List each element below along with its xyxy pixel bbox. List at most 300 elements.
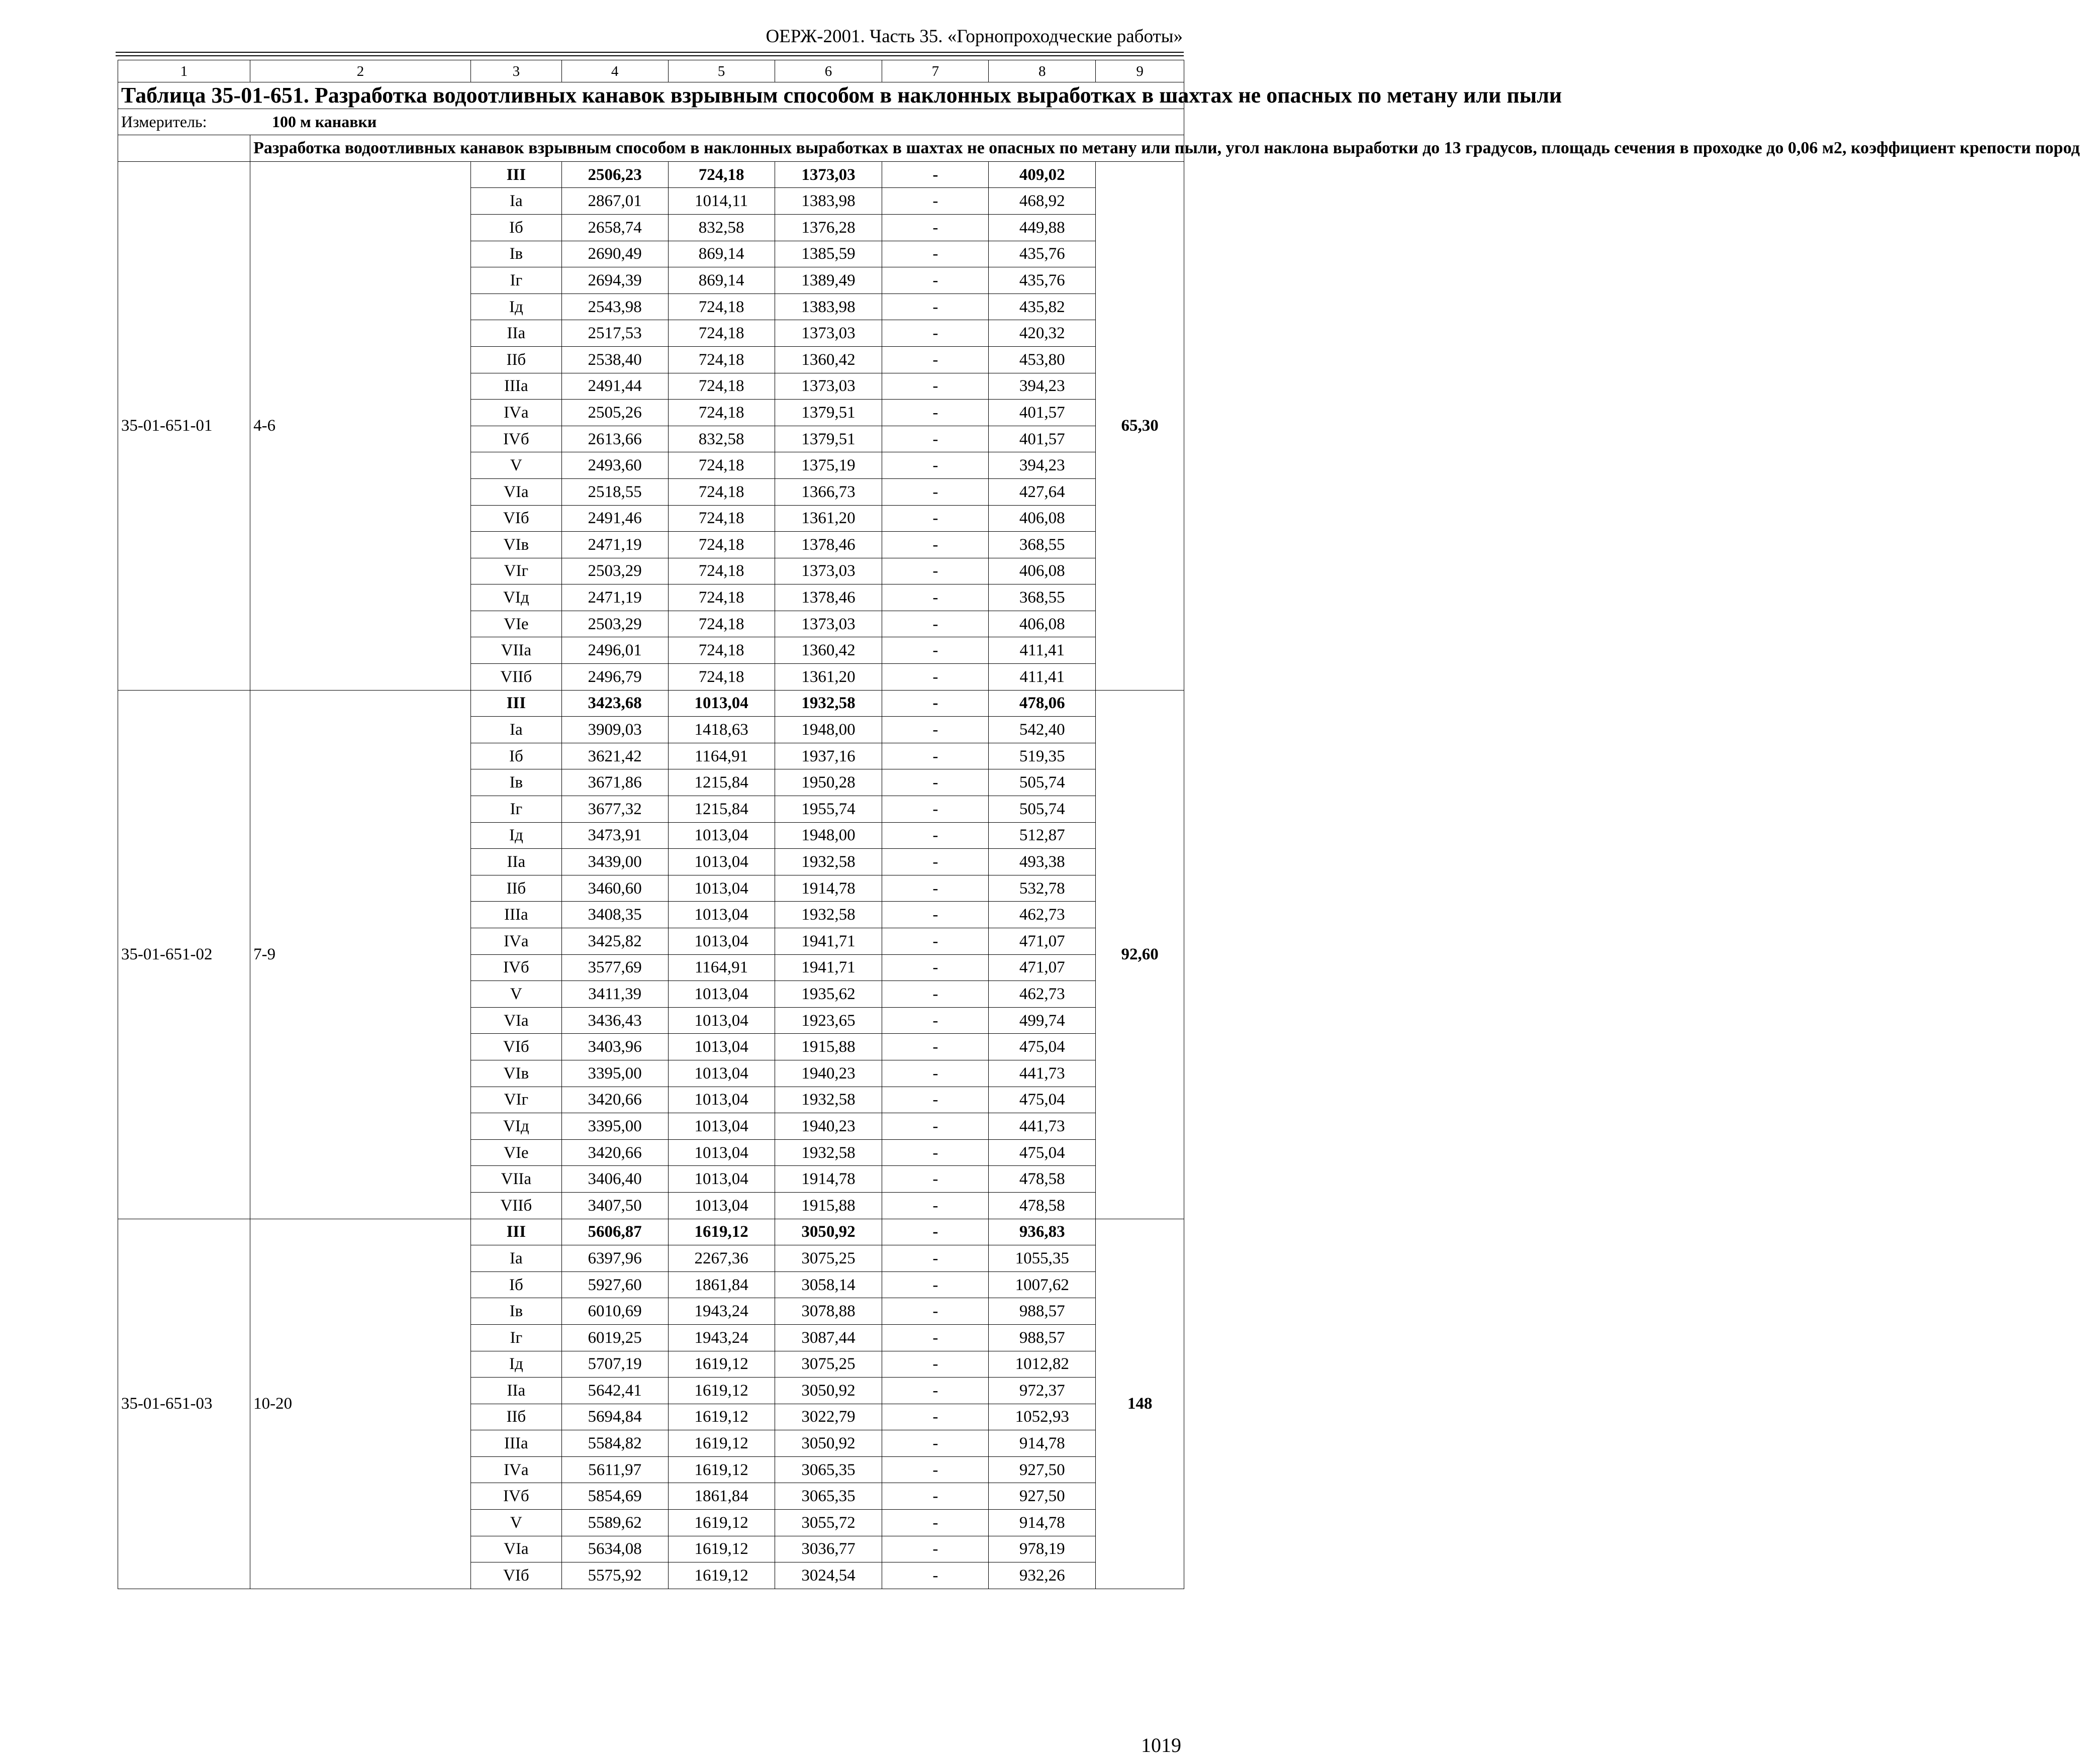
value-cell: 475,04 [989, 1087, 1096, 1113]
value-cell: 2503,29 [561, 611, 668, 637]
value-cell: - [882, 954, 989, 981]
value-cell: 6019,25 [561, 1324, 668, 1351]
value-cell: - [882, 1536, 989, 1562]
value-cell: 1861,84 [668, 1271, 775, 1298]
region-cell: VIб [470, 1034, 561, 1060]
norm-code-cell: 35-01-651-03 [118, 1219, 250, 1589]
value-cell: 5854,69 [561, 1483, 668, 1510]
value-cell: 1014,11 [668, 188, 775, 215]
value-cell: 3395,00 [561, 1060, 668, 1087]
value-cell: 724,18 [668, 400, 775, 426]
value-cell: 1012,82 [989, 1351, 1096, 1378]
value-cell: 1013,04 [668, 875, 775, 902]
value-cell: 3436,43 [561, 1007, 668, 1034]
value-cell: - [882, 1562, 989, 1589]
value-cell: - [882, 426, 989, 452]
value-cell: 1013,04 [668, 1007, 775, 1034]
value-cell: 505,74 [989, 796, 1096, 823]
column-number-cell: 4 [561, 60, 668, 82]
value-cell: 453,80 [989, 346, 1096, 373]
value-cell: - [882, 1192, 989, 1219]
value-cell: 406,08 [989, 558, 1096, 584]
region-cell: VIг [470, 558, 561, 584]
column-number-cell: 5 [668, 60, 775, 82]
region-cell: Iа [470, 188, 561, 215]
value-cell: 1915,88 [775, 1034, 882, 1060]
value-cell: 5642,41 [561, 1378, 668, 1404]
value-cell: 1619,12 [668, 1219, 775, 1245]
value-cell: 468,92 [989, 188, 1096, 215]
value-cell: 406,08 [989, 611, 1096, 637]
value-cell: 1932,58 [775, 1087, 882, 1113]
region-cell: Iа [470, 717, 561, 743]
region-cell: IIб [470, 1404, 561, 1430]
value-cell: 936,83 [989, 1219, 1096, 1245]
column-number-cell: 8 [989, 60, 1096, 82]
value-cell: 1619,12 [668, 1510, 775, 1536]
value-cell: - [882, 1430, 989, 1457]
value-cell: 1013,04 [668, 1166, 775, 1193]
value-cell: 368,55 [989, 584, 1096, 611]
value-cell: 1914,78 [775, 875, 882, 902]
region-cell: Iд [470, 293, 561, 320]
value-cell: 1948,00 [775, 717, 882, 743]
region-cell: IIб [470, 346, 561, 373]
value-cell: 493,38 [989, 849, 1096, 875]
value-cell: 1378,46 [775, 584, 882, 611]
value-cell: - [882, 849, 989, 875]
header-rule-bottom [116, 55, 1184, 56]
value-cell: 724,18 [668, 293, 775, 320]
value-cell: - [882, 532, 989, 558]
value-cell: 1619,12 [668, 1430, 775, 1457]
page-number: 1019 [1141, 1734, 1181, 1756]
measure-value: 100 м канавки [272, 113, 377, 131]
region-cell: VIа [470, 1536, 561, 1562]
value-cell: - [882, 267, 989, 294]
value-cell: 532,78 [989, 875, 1096, 902]
region-cell: Iб [470, 743, 561, 769]
value-cell: 2471,19 [561, 532, 668, 558]
value-cell: 2613,66 [561, 426, 668, 452]
value-cell: - [882, 1219, 989, 1245]
value-cell: 435,76 [989, 267, 1096, 294]
value-cell: 1940,23 [775, 1060, 882, 1087]
value-cell: 1943,24 [668, 1298, 775, 1325]
value-cell: 3423,68 [561, 690, 668, 717]
value-cell: 1055,35 [989, 1245, 1096, 1272]
value-cell: 724,18 [668, 161, 775, 188]
table-row-base [118, 690, 1184, 717]
value-cell: 1418,63 [668, 717, 775, 743]
running-header: ОЕРЖ-2001. Часть 35. «Горнопроходческие работы» [766, 26, 1183, 47]
value-cell: 3671,86 [561, 769, 668, 796]
value-cell: - [882, 1510, 989, 1536]
value-cell: 3075,25 [775, 1351, 882, 1378]
column-number-cell: 7 [882, 60, 989, 82]
value-cell: 3420,66 [561, 1087, 668, 1113]
column-number-cell: 6 [775, 60, 882, 82]
value-cell: 1164,91 [668, 954, 775, 981]
value-cell: 1378,46 [775, 532, 882, 558]
column-number-cell: 3 [470, 60, 561, 82]
value-cell: 3425,82 [561, 928, 668, 955]
value-cell: - [882, 1378, 989, 1404]
value-cell: 3022,79 [775, 1404, 882, 1430]
region-cell: Iв [470, 241, 561, 267]
value-cell: 1379,51 [775, 426, 882, 452]
value-cell: 411,41 [989, 664, 1096, 691]
region-cell: III [470, 690, 561, 717]
region-cell: IIа [470, 849, 561, 875]
value-cell: 2506,23 [561, 161, 668, 188]
value-cell: 988,57 [989, 1324, 1096, 1351]
region-cell: Iд [470, 1351, 561, 1378]
table-title: Таблица 35-01-651. Разработка водоотливных канавок взрывным способом в наклонных выработках в шахтах не опасных по метану или пыли [118, 82, 1184, 109]
region-cell: Iб [470, 1271, 561, 1298]
value-cell: 1932,58 [775, 1139, 882, 1166]
value-cell: 1619,12 [668, 1456, 775, 1483]
value-cell: 471,07 [989, 928, 1096, 955]
region-cell: VIд [470, 1113, 561, 1140]
value-cell: - [882, 1007, 989, 1034]
value-cell: 1915,88 [775, 1192, 882, 1219]
value-cell: - [882, 1324, 989, 1351]
value-cell: 927,50 [989, 1456, 1096, 1483]
hardness-cell: 4-6 [250, 161, 471, 690]
value-cell: 1914,78 [775, 1166, 882, 1193]
region-cell: Iг [470, 267, 561, 294]
value-cell: - [882, 1245, 989, 1272]
value-cell: 1373,03 [775, 373, 882, 400]
value-cell: - [882, 769, 989, 796]
value-cell: 927,50 [989, 1483, 1096, 1510]
value-cell: 724,18 [668, 478, 775, 505]
column-number-cell: 1 [118, 60, 250, 82]
value-cell: - [882, 1087, 989, 1113]
region-cell: IIIа [470, 373, 561, 400]
value-cell: 401,57 [989, 426, 1096, 452]
region-cell: IIа [470, 1378, 561, 1404]
hardness-cell: 7-9 [250, 690, 471, 1219]
value-cell: 471,07 [989, 954, 1096, 981]
region-cell: III [470, 1219, 561, 1245]
region-cell: VIа [470, 478, 561, 505]
value-cell: 1375,19 [775, 452, 882, 479]
value-cell: 724,18 [668, 584, 775, 611]
value-cell: 3411,39 [561, 981, 668, 1008]
region-cell: VIIб [470, 664, 561, 691]
value-cell: 724,18 [668, 532, 775, 558]
value-cell: 499,74 [989, 1007, 1096, 1034]
region-cell: VIв [470, 532, 561, 558]
value-cell: 1013,04 [668, 902, 775, 928]
value-cell: - [882, 611, 989, 637]
value-cell: 2517,53 [561, 320, 668, 347]
value-cell: - [882, 505, 989, 532]
value-cell: 462,73 [989, 902, 1096, 928]
value-cell: - [882, 1060, 989, 1087]
value-cell: 1619,12 [668, 1404, 775, 1430]
value-cell: 3403,96 [561, 1034, 668, 1060]
value-cell: 3078,88 [775, 1298, 882, 1325]
value-cell: 2658,74 [561, 214, 668, 241]
value-cell: 3024,54 [775, 1562, 882, 1589]
value-cell: 2518,55 [561, 478, 668, 505]
value-cell: 2267,36 [668, 1245, 775, 1272]
value-cell: 1215,84 [668, 796, 775, 823]
value-cell: 2471,19 [561, 584, 668, 611]
value-cell: - [882, 743, 989, 769]
description-empty-cell [118, 135, 250, 162]
value-cell: - [882, 478, 989, 505]
value-cell: 1619,12 [668, 1351, 775, 1378]
value-cell: 1013,04 [668, 928, 775, 955]
value-cell: 2496,79 [561, 664, 668, 691]
measure-label: Измеритель: [121, 113, 207, 131]
region-cell: VIг [470, 1087, 561, 1113]
value-cell: - [882, 1034, 989, 1060]
value-cell: 3395,00 [561, 1113, 668, 1140]
value-cell: 5634,08 [561, 1536, 668, 1562]
value-cell: 1619,12 [668, 1378, 775, 1404]
value-cell: 475,04 [989, 1034, 1096, 1060]
value-cell: 1941,71 [775, 928, 882, 955]
region-cell: VIб [470, 1562, 561, 1589]
region-cell: V [470, 981, 561, 1008]
value-cell: 5694,84 [561, 1404, 668, 1430]
value-cell: 1383,98 [775, 293, 882, 320]
value-cell: 3473,91 [561, 822, 668, 849]
value-cell: - [882, 1139, 989, 1166]
value-cell: 1360,42 [775, 637, 882, 664]
value-cell: - [882, 346, 989, 373]
value-cell: 5927,60 [561, 1271, 668, 1298]
value-cell: - [882, 637, 989, 664]
value-cell: 505,74 [989, 769, 1096, 796]
value-cell: - [882, 664, 989, 691]
value-cell: 1052,93 [989, 1404, 1096, 1430]
value-cell: 1013,04 [668, 1139, 775, 1166]
value-cell: 478,58 [989, 1166, 1096, 1193]
value-cell: 1013,04 [668, 690, 775, 717]
description-cell: Разработка водоотливных канавок взрывным способом в наклонных выработках в шахтах не опасных по метану или пыли, угол наклона выработки до 13 градусов, площадь сечения в проходке до 0,06 м2, коэффициент крепости пород [250, 135, 1184, 162]
region-cell: Iа [470, 1245, 561, 1272]
value-cell: 1385,59 [775, 241, 882, 267]
value-cell: 3406,40 [561, 1166, 668, 1193]
header-rule-top [116, 52, 1184, 53]
region-cell: VIв [470, 1060, 561, 1087]
value-cell: 3460,60 [561, 875, 668, 902]
region-cell: IVб [470, 1483, 561, 1510]
value-cell: 3909,03 [561, 717, 668, 743]
value-cell: 409,02 [989, 161, 1096, 188]
region-cell: VIд [470, 584, 561, 611]
value-cell: 441,73 [989, 1060, 1096, 1087]
value-cell: 1361,20 [775, 505, 882, 532]
value-cell: 1379,51 [775, 400, 882, 426]
region-cell: VIа [470, 1007, 561, 1034]
value-cell: - [882, 1271, 989, 1298]
value-cell: 978,19 [989, 1536, 1096, 1562]
value-cell: - [882, 1483, 989, 1510]
region-cell: VIб [470, 505, 561, 532]
value-cell: 3075,25 [775, 1245, 882, 1272]
value-cell: 2503,29 [561, 558, 668, 584]
labor-cost-cell: 148 [1096, 1219, 1184, 1589]
region-cell: IIа [470, 320, 561, 347]
value-cell: 3407,50 [561, 1192, 668, 1219]
region-cell: IVб [470, 426, 561, 452]
value-cell: 932,26 [989, 1562, 1096, 1589]
value-cell: 1943,24 [668, 1324, 775, 1351]
region-cell: Iв [470, 769, 561, 796]
value-cell: 1923,65 [775, 1007, 882, 1034]
region-cell: Iв [470, 1298, 561, 1325]
value-cell: 394,23 [989, 452, 1096, 479]
value-cell: 5584,82 [561, 1430, 668, 1457]
value-cell: 2543,98 [561, 293, 668, 320]
value-cell: 3058,14 [775, 1271, 882, 1298]
value-cell: - [882, 452, 989, 479]
measure-row [118, 109, 1184, 135]
value-cell: 1376,28 [775, 214, 882, 241]
value-cell: 1389,49 [775, 267, 882, 294]
value-cell: - [882, 690, 989, 717]
value-cell: 1013,04 [668, 1192, 775, 1219]
region-cell: VIе [470, 1139, 561, 1166]
value-cell: 3055,72 [775, 1510, 882, 1536]
value-cell: - [882, 1113, 989, 1140]
table-row-base [118, 1219, 1184, 1245]
value-cell: 512,87 [989, 822, 1096, 849]
value-cell: 441,73 [989, 1113, 1096, 1140]
value-cell: 1932,58 [775, 849, 882, 875]
value-cell: 411,41 [989, 637, 1096, 664]
value-cell: 5575,92 [561, 1562, 668, 1589]
value-cell: 1941,71 [775, 954, 882, 981]
region-cell: VIIб [470, 1192, 561, 1219]
value-cell: 1373,03 [775, 558, 882, 584]
value-cell: 3050,92 [775, 1378, 882, 1404]
region-cell: IIIа [470, 902, 561, 928]
value-cell: 427,64 [989, 478, 1096, 505]
region-cell: IVа [470, 400, 561, 426]
value-cell: 1007,62 [989, 1271, 1096, 1298]
value-cell: 3036,77 [775, 1536, 882, 1562]
value-cell: 724,18 [668, 611, 775, 637]
region-cell: Iб [470, 214, 561, 241]
value-cell: 3065,35 [775, 1483, 882, 1510]
value-cell: 1013,04 [668, 849, 775, 875]
value-cell: - [882, 373, 989, 400]
value-cell: 368,55 [989, 532, 1096, 558]
table-row-base [118, 161, 1184, 188]
value-cell: 988,57 [989, 1298, 1096, 1325]
value-cell: 832,58 [668, 426, 775, 452]
value-cell: - [882, 584, 989, 611]
value-cell: 724,18 [668, 452, 775, 479]
value-cell: - [882, 214, 989, 241]
value-cell: 1383,98 [775, 188, 882, 215]
value-cell: 6397,96 [561, 1245, 668, 1272]
value-cell: 1955,74 [775, 796, 882, 823]
value-cell: 1948,00 [775, 822, 882, 849]
value-cell: 3577,69 [561, 954, 668, 981]
value-cell: 724,18 [668, 373, 775, 400]
value-cell: 724,18 [668, 346, 775, 373]
column-number-cell: 2 [250, 60, 471, 82]
value-cell: 542,40 [989, 717, 1096, 743]
value-cell: 2538,40 [561, 346, 668, 373]
value-cell: 1935,62 [775, 981, 882, 1008]
value-cell: 1950,28 [775, 769, 882, 796]
region-cell: IVа [470, 1456, 561, 1483]
value-cell: 5589,62 [561, 1510, 668, 1536]
region-cell: Iд [470, 822, 561, 849]
region-cell: Iг [470, 796, 561, 823]
value-cell: 1940,23 [775, 1113, 882, 1140]
value-cell: 3621,42 [561, 743, 668, 769]
value-cell: - [882, 188, 989, 215]
value-cell: 2491,46 [561, 505, 668, 532]
value-cell: 724,18 [668, 558, 775, 584]
value-cell: 1937,16 [775, 743, 882, 769]
value-cell: - [882, 822, 989, 849]
value-cell: 1013,04 [668, 1060, 775, 1087]
labor-cost-cell: 65,30 [1096, 161, 1184, 690]
value-cell: 435,82 [989, 293, 1096, 320]
description-row [118, 135, 1184, 162]
hardness-cell: 10-20 [250, 1219, 471, 1589]
value-cell: 2867,01 [561, 188, 668, 215]
value-cell: 478,06 [989, 690, 1096, 717]
value-cell: 724,18 [668, 637, 775, 664]
value-cell: 1932,58 [775, 902, 882, 928]
value-cell: 1619,12 [668, 1536, 775, 1562]
norm-table [118, 60, 2080, 1589]
value-cell: 972,37 [989, 1378, 1096, 1404]
region-cell: Iг [470, 1324, 561, 1351]
value-cell: 5707,19 [561, 1351, 668, 1378]
value-cell: - [882, 1298, 989, 1325]
value-cell: 1013,04 [668, 822, 775, 849]
value-cell: 2496,01 [561, 637, 668, 664]
value-cell: - [882, 293, 989, 320]
column-number-row [118, 60, 1184, 82]
value-cell: 914,78 [989, 1510, 1096, 1536]
value-cell: 1361,20 [775, 664, 882, 691]
value-cell: 869,14 [668, 241, 775, 267]
value-cell: 2493,60 [561, 452, 668, 479]
norm-code-cell: 35-01-651-02 [118, 690, 250, 1219]
value-cell: 420,32 [989, 320, 1096, 347]
value-cell: 1013,04 [668, 1113, 775, 1140]
value-cell: 6010,69 [561, 1298, 668, 1325]
value-cell: - [882, 1404, 989, 1430]
value-cell: - [882, 241, 989, 267]
norm-code-cell: 35-01-651-01 [118, 161, 250, 690]
labor-cost-cell: 92,60 [1096, 690, 1184, 1219]
value-cell: - [882, 981, 989, 1008]
value-cell: 914,78 [989, 1430, 1096, 1457]
value-cell: - [882, 161, 989, 188]
value-cell: - [882, 320, 989, 347]
value-cell: 1932,58 [775, 690, 882, 717]
value-cell: 3420,66 [561, 1139, 668, 1166]
value-cell: 5606,87 [561, 1219, 668, 1245]
value-cell: 1013,04 [668, 981, 775, 1008]
